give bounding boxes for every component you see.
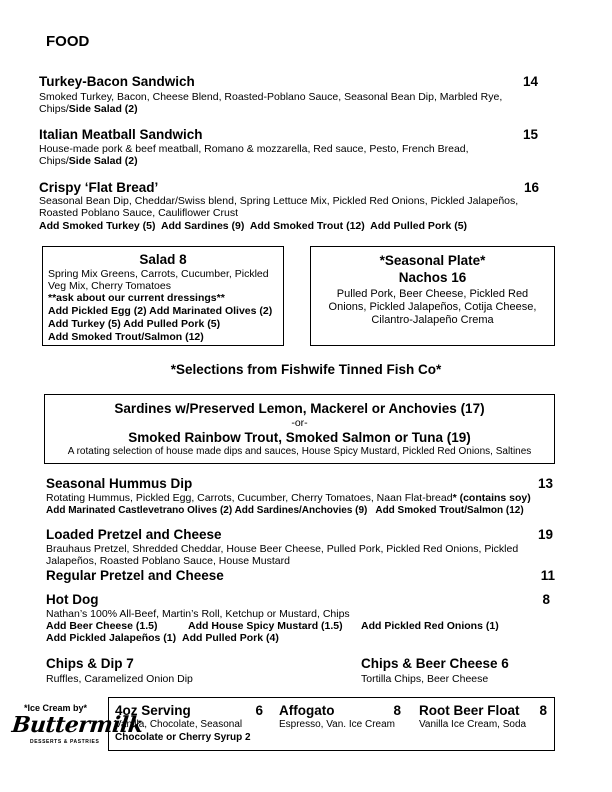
chips-beer-cheese-desc: Tortilla Chips, Beer Cheese [361, 673, 489, 685]
loaded-pretzel-desc-2: Jalapeños, Roasted Poblano Sauce, House Mustard [46, 555, 290, 567]
root-beer-float-title: Root Beer Float [419, 703, 520, 718]
fishwife-line-2: Smoked Rainbow Trout, Smoked Salmon or Tuna (19) [128, 430, 471, 445]
salad-desc-2: Veg Mix, Cherry Tomatoes [48, 280, 171, 292]
fishwife-desc: A rotating selection of house made dips and sauces, House Spicy Mustard, Pickled Red Onions, Saltines [67, 446, 532, 457]
flatbread-desc: Seasonal Bean Dip, Cheddar/Swiss blend, Spring Lettuce Mix, Pickled Red Onions, Pickled Jalapeños, [39, 195, 519, 207]
ice-cream-by-label: *Ice Cream by* [24, 703, 88, 713]
meatball-price: 15 [522, 127, 538, 142]
loaded-pretzel-title: Loaded Pretzel and Cheese [46, 527, 222, 542]
section-title: FOOD [46, 33, 90, 50]
nachos-title: Nachos 16 [398, 270, 467, 285]
hummus-price: 13 [537, 476, 553, 491]
regular-pretzel-title: Regular Pretzel and Cheese [46, 568, 224, 583]
turkey-bacon-title: Turkey-Bacon Sandwich [39, 74, 195, 89]
fishwife-or: -or- [291, 417, 308, 429]
loaded-pretzel-desc: Brauhaus Pretzel, Shredded Cheddar, House Beer Cheese, Pulled Pork, Pickled Red Onions, Pickled [46, 543, 519, 555]
salad-dressing-note: **ask about our current dressings** [48, 292, 225, 304]
nachos-desc-2: Onions, Pickled Jalapeños, Cotija Cheese, [328, 301, 537, 313]
hot-dog-addon-jalapenos: Add Pickled Jalapeños (1) [46, 632, 177, 644]
hummus-desc: Rotating Hummus, Pickled Egg, Carrots, Cucumber, Cherry Tomatoes, Naan Flat-bread* (contains soy) [46, 492, 531, 504]
ice-cream-box [108, 697, 555, 751]
flatbread-addons: Add Smoked Turkey (5) Add Sardines (9) Add Smoked Trout (12) Add Pulled Pork (5) [39, 220, 468, 232]
seasonal-plate-title: *Seasonal Plate* [379, 253, 486, 268]
affogato-title: Affogato [279, 703, 335, 718]
salad-desc: Spring Mix Greens, Carrots, Cucumber, Pickled [48, 268, 269, 280]
serving-desc: Vanilla, Chocolate, Seasonal [115, 719, 243, 730]
hot-dog-addon-mustard: Add House Spicy Mustard (1.5) [188, 620, 343, 632]
salad-addons-1: Add Pickled Egg (2) Add Marinated Olives (2) [48, 305, 273, 317]
salad-box [42, 246, 284, 346]
root-beer-float-desc: Vanilla Ice Cream, Soda [419, 719, 527, 730]
fishwife-line-1: Sardines w/Preserved Lemon, Mackerel or Anchovies (17) [114, 401, 485, 416]
turkey-bacon-desc: Smoked Turkey, Bacon, Cheese Blend, Roasted-Poblano Sauce, Seasonal Bean Dip, Marbled Rye, [39, 91, 503, 103]
hot-dog-desc: Nathan’s 100% All-Beef, Martin’s Roll, Ketchup or Mustard, Chips [46, 608, 350, 620]
flatbread-price: 16 [523, 180, 539, 195]
nachos-desc-3: Cilantro-Jalapeño Crema [371, 314, 494, 326]
turkey-bacon-price: 14 [522, 74, 538, 89]
hot-dog-addon-beer-cheese: Add Beer Cheese (1.5) [46, 620, 158, 632]
chips-dip-title: Chips & Dip 7 [46, 656, 134, 671]
meatball-title: Italian Meatball Sandwich [39, 127, 203, 142]
chips-beer-cheese-title: Chips & Beer Cheese 6 [361, 656, 509, 671]
hummus-addons: Add Marinated Castlevetrano Olives (2) Add Sardines/Anchovies (9) Add Smoked Trout/Salmon (12) [46, 505, 524, 516]
affogato-desc: Espresso, Van. Ice Cream [279, 719, 395, 730]
fishwife-box [44, 394, 555, 464]
salad-title: Salad 8 [139, 252, 187, 267]
hot-dog-price: 8 [542, 592, 550, 607]
salad-addons-3: Add Smoked Trout/Salmon (12) [48, 331, 204, 343]
nachos-desc: Pulled Pork, Beer Cheese, Pickled Red [336, 288, 529, 300]
chips-dip-desc: Ruffles, Caramelized Onion Dip [46, 673, 193, 685]
regular-pretzel-price: 11 [540, 568, 555, 583]
serving-price: 6 [255, 703, 263, 718]
hot-dog-addon-onions: Add Pickled Red Onions (1) [361, 620, 499, 632]
affogato-price: 8 [393, 703, 401, 718]
seasonal-plate-box [310, 246, 555, 346]
hot-dog-addon-pulled-pork: Add Pulled Pork (4) [182, 632, 279, 644]
buttermilk-logo: Buttermilk [10, 712, 145, 738]
meatball-desc-2: Chips/Side Salad (2) [39, 155, 138, 167]
turkey-bacon-desc-2: Chips/Side Salad (2) [39, 103, 138, 115]
fishwife-heading: *Selections from Fishwife Tinned Fish Co* [170, 362, 442, 377]
flatbread-title: Crispy ‘Flat Bread’ [39, 180, 159, 195]
serving-title: 4oz Serving [115, 703, 191, 718]
root-beer-float-price: 8 [539, 703, 547, 718]
hummus-title: Seasonal Hummus Dip [46, 476, 193, 491]
serving-syrup-addon: Chocolate or Cherry Syrup 2 [115, 732, 251, 743]
buttermilk-tagline: DESSERTS & PASTRIES [30, 739, 100, 745]
flatbread-desc-2: Roasted Poblano Sauce, Cauliflower Crust [39, 207, 239, 219]
hot-dog-title: Hot Dog [46, 592, 99, 607]
salad-addons-2: Add Turkey (5) Add Pulled Pork (5) [48, 318, 221, 330]
loaded-pretzel-price: 19 [537, 527, 553, 542]
meatball-desc: House-made pork & beef meatball, Romano & mozzarella, Red sauce, Pesto, French Bread, [39, 143, 469, 155]
